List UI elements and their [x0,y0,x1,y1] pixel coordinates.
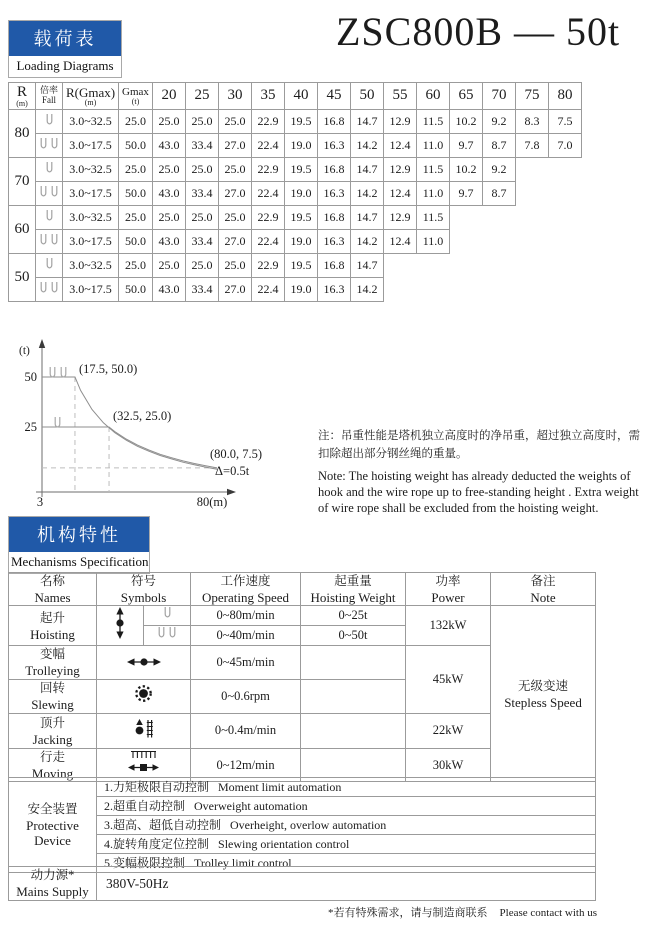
mechanism-name-trolleying: 变幅 Trolleying [9,646,97,679]
load-value: 16.3 [318,134,351,158]
load-value: 43.0 [153,134,186,158]
mechanisms-heading [8,516,150,574]
protective-item: 1.力矩极限自动控制 Moment limit automation [97,778,596,797]
load-value: 25.0 [153,110,186,134]
load-value: 12.4 [384,134,417,158]
gmax-value: 50.0 [119,182,153,206]
empty-cell [516,158,549,182]
load-value: 43.0 [153,230,186,254]
loading-table [8,82,582,302]
protective-item: 5.变幅极限控制 Trolley limit control [97,854,596,873]
page-title: ZSC800B — 50t [336,9,621,54]
single-fall-icon [144,606,191,626]
guide-lines [42,377,217,492]
rgmax-range: 3.0~32.5 [63,206,119,230]
load-value: 22.4 [252,278,285,302]
empty-cell [516,278,549,302]
col-header-radius-20: 20 [153,83,186,110]
load-value: 14.2 [351,278,384,302]
col-header-radius-r [9,83,36,110]
jib-length-70: 70 [9,158,36,206]
loading-table-row [9,134,582,158]
load-value: 14.7 [351,158,384,182]
load-value: 19.5 [285,158,318,182]
y-tick-25: 25 [24,420,37,434]
load-value: 14.7 [351,206,384,230]
loading-table-row [9,206,582,230]
col-header-radius-45: 45 [318,83,351,110]
double-fall-icon [48,366,68,385]
mains-supply-row [9,867,596,901]
load-value: 22.9 [252,254,285,278]
load-value: 25.0 [153,206,186,230]
footer-note [328,904,597,920]
protective-row-4 [9,835,596,854]
mechanism-name-moving: 行走 Moving [9,748,97,781]
loading-diagrams-heading [8,20,122,78]
mechanisms-table [8,572,596,782]
hoisting-weight-double: 0~50t [301,626,406,646]
col-header-gmax [119,83,153,110]
load-value: 25.0 [153,158,186,182]
load-value: 22.4 [252,230,285,254]
mechanisms-heading-en: Mechanisms Specification [11,554,149,569]
load-value: 10.2 [450,158,483,182]
col-header-radius-30: 30 [219,83,252,110]
rgmax-unit: (m) [84,97,97,107]
load-value: 14.7 [351,254,384,278]
fall-label-en: Fall [41,95,56,105]
col-header-note: 备注 Note [491,573,596,606]
rgmax-range: 3.0~17.5 [63,182,119,206]
double-fall-icon [36,182,63,206]
slewing-weight-empty [301,679,406,713]
col-header-weight: 起重量 Hoisting Weight [301,573,406,606]
trolleying-slewing-power: 45kW [406,646,491,713]
load-value: 25.0 [219,254,252,278]
empty-cell [384,278,417,302]
empty-cell [549,158,582,182]
hoisting-speed-double: 0~40m/min [191,626,301,646]
load-value: 19.5 [285,206,318,230]
gmax-value: 50.0 [119,230,153,254]
single-fall-icon [36,158,63,182]
empty-cell [549,254,582,278]
mains-supply-label: 动力源* Mains Supply [9,867,97,901]
load-value: 10.2 [450,110,483,134]
load-value: 25.0 [186,158,219,182]
empty-cell [483,230,516,254]
load-value: 22.9 [252,206,285,230]
load-value: 11.5 [417,110,450,134]
mechanisms-heading-cn: 机构特性 [9,517,149,552]
mains-supply-value: 380V-50Hz [97,867,596,901]
load-value: 8.7 [483,182,516,206]
single-fall-icon [36,110,63,134]
loading-table-header-row [9,83,582,110]
load-value: 19.0 [285,134,318,158]
empty-cell [450,278,483,302]
single-fall-icon [53,416,62,435]
trolleying-speed: 0~45m/min [191,646,301,679]
jacking-power: 22kW [406,713,491,748]
trolleying-weight-empty [301,646,406,679]
col-header-symbols: 符号 Symbols [97,573,191,606]
annotation-delta: Δ=0.5t [215,464,250,478]
load-value: 11.0 [417,134,450,158]
loading-table-row [9,110,582,134]
y-axis-label: (t) [19,345,30,357]
load-value: 25.0 [186,110,219,134]
load-value: 9.7 [450,134,483,158]
slewing-symbol-icon [97,679,191,713]
empty-cell [549,182,582,206]
slewing-speed: 0~0.6rpm [191,679,301,713]
jacking-speed: 0~0.4m/min [191,713,301,748]
load-value: 22.4 [252,182,285,206]
loading-table-row [9,158,582,182]
empty-cell [516,230,549,254]
hoisting-row-single [9,606,596,626]
load-value: 25.0 [219,110,252,134]
r-unit: (m) [16,98,28,108]
col-header-radius-25: 25 [186,83,219,110]
empty-cell [549,206,582,230]
double-fall-icon [144,626,191,646]
jib-length-50: 50 [9,254,36,302]
load-value: 19.0 [285,230,318,254]
load-value: 12.4 [384,230,417,254]
r-label: R [16,83,27,100]
load-value: 27.0 [219,278,252,302]
col-header-power: 功率 Power [406,573,491,606]
rgmax-range: 3.0~32.5 [63,158,119,182]
load-value: 27.0 [219,182,252,206]
gmax-value: 25.0 [119,110,153,134]
jacking-weight-empty [301,713,406,748]
loading-table-row [9,278,582,302]
col-header-rgmax [63,83,119,110]
load-value: 7.0 [549,134,582,158]
load-value: 12.9 [384,206,417,230]
load-value: 12.9 [384,158,417,182]
load-value: 33.4 [186,278,219,302]
single-fall-icon [36,206,63,230]
load-value: 25.0 [186,206,219,230]
col-header-radius-50: 50 [351,83,384,110]
empty-cell [450,230,483,254]
col-header-radius-75: 75 [516,83,549,110]
load-value: 16.3 [318,278,351,302]
col-header-radius-55: 55 [384,83,417,110]
empty-cell [450,206,483,230]
hoisting-power: 132kW [406,606,491,646]
protective-device-label: 安全装置 Protective Device [9,778,97,873]
loading-table-row [9,182,582,206]
load-value: 9.7 [450,182,483,206]
curve-double-fall [42,377,217,469]
hoisting-symbol-icon [97,606,144,646]
load-value: 25.0 [219,158,252,182]
annotation-17-5-50: (17.5, 50.0) [79,362,138,376]
load-value: 16.8 [318,206,351,230]
load-value: 27.0 [219,230,252,254]
loading-heading-cn: 载荷表 [9,21,121,56]
empty-cell [483,206,516,230]
y-tick-50: 50 [24,370,37,384]
empty-cell [516,206,549,230]
jib-length-80: 80 [9,110,36,158]
load-value: 33.4 [186,230,219,254]
load-value: 7.8 [516,134,549,158]
protective-row-3 [9,816,596,835]
col-header-radius-40: 40 [285,83,318,110]
moving-speed: 0~12m/min [191,748,301,781]
load-value: 43.0 [153,278,186,302]
x-tick-80m: 80(m) [196,495,228,509]
load-value: 8.7 [483,134,516,158]
load-value: 27.0 [219,134,252,158]
footer-note-cn: *若有特殊需求，请与制造商联系 [328,907,488,919]
empty-cell [384,254,417,278]
protective-row-2 [9,797,596,816]
load-value: 25.0 [153,254,186,278]
col-header-radius-80: 80 [549,83,582,110]
mechanism-name-slewing: 回转 Slewing [9,679,97,713]
load-value: 8.3 [516,110,549,134]
gmax-unit: (t) [131,96,140,106]
load-value: 12.4 [384,182,417,206]
gmax-value: 25.0 [119,206,153,230]
note-block [318,428,644,516]
mechanism-name-hoisting: 起升 Hoisting [9,606,97,646]
gmax-value: 50.0 [119,278,153,302]
gmax-value: 50.0 [119,134,153,158]
load-value: 16.8 [318,254,351,278]
empty-cell [417,278,450,302]
col-header-radius-35: 35 [252,83,285,110]
load-value: 19.0 [285,182,318,206]
rgmax-range: 3.0~17.5 [63,278,119,302]
rgmax-range: 3.0~17.5 [63,134,119,158]
double-fall-icon [36,134,63,158]
load-value: 16.8 [318,158,351,182]
curve-single-fall [42,427,217,468]
load-value: 22.9 [252,110,285,134]
empty-cell [417,254,450,278]
load-value: 25.0 [219,206,252,230]
col-header-radius-60: 60 [417,83,450,110]
footer-note-en: Please contact with us [499,907,597,919]
jib-length-60: 60 [9,206,36,254]
double-fall-icon [36,230,63,254]
load-value: 16.3 [318,182,351,206]
gmax-value: 25.0 [119,158,153,182]
jacking-symbol-icon [97,713,191,748]
fall-label-cn: 倍率 [39,85,58,96]
hoisting-weight-single: 0~25t [301,606,406,626]
mechanisms-header-row [9,573,596,606]
load-value: 19.5 [285,254,318,278]
trolleying-symbol-icon [97,646,191,679]
col-header-names: 名称 Names [9,573,97,606]
note-en: Note: The hoisting weight has already deducted the weights of hook and the wire rope up to free-standing height . Extra weight of wire rope shall be excluded from the hoisting weight. [318,468,639,515]
load-value: 19.0 [285,278,318,302]
loading-heading-en: Loading Diagrams [16,58,114,73]
loading-table-row [9,254,582,278]
load-value: 19.5 [285,110,318,134]
stepless-speed-note: 无级变速 Stepless Speed [491,606,596,782]
load-value: 14.7 [351,110,384,134]
empty-cell [549,230,582,254]
load-value: 14.2 [351,230,384,254]
load-value: 12.9 [384,110,417,134]
col-header-radius-70: 70 [483,83,516,110]
loading-table-row [9,230,582,254]
col-header-fall [36,83,63,110]
protective-item: 4.旋转角度定位控制 Slewing orientation control [97,835,596,854]
load-value: 9.2 [483,110,516,134]
protective-item: 3.超高、超低自动控制 Overheight, overlow automation [97,816,596,835]
load-value: 22.4 [252,134,285,158]
load-value: 25.0 [186,254,219,278]
load-value: 14.2 [351,182,384,206]
double-fall-icon [36,278,63,302]
note-cn: 注：吊重性能是塔机独立高度时的净吊重，超过独立高度时，需扣除超出部分钢丝绳的重量。 [318,430,640,460]
rgmax-label: R(Gmax) [65,84,116,100]
protective-row-1 [9,778,596,797]
protective-item: 2.超重自动控制 Overweight automation [97,797,596,816]
gmax-value: 25.0 [119,254,153,278]
col-header-speed: 工作速度 Operating Speed [191,573,301,606]
rgmax-range: 3.0~17.5 [63,230,119,254]
load-value: 11.0 [417,230,450,254]
load-value: 33.4 [186,134,219,158]
load-value: 7.5 [549,110,582,134]
load-value: 9.2 [483,158,516,182]
load-value: 11.5 [417,206,450,230]
single-fall-icon [36,254,63,278]
annotation-80-7-5: (80.0, 7.5) [210,447,263,461]
rgmax-range: 3.0~32.5 [63,254,119,278]
load-value: 14.2 [351,134,384,158]
moving-power: 30kW [406,748,491,781]
load-value: 16.3 [318,230,351,254]
x-tick-3: 3 [36,495,44,509]
y-axis-arrow [39,339,45,348]
hoisting-speed-single: 0~80m/min [191,606,301,626]
empty-cell [483,278,516,302]
rgmax-range: 3.0~32.5 [63,110,119,134]
load-value: 43.0 [153,182,186,206]
annotation-32-5-25: (32.5, 25.0) [113,409,172,423]
load-value: 11.5 [417,158,450,182]
empty-cell [483,254,516,278]
empty-cell [450,254,483,278]
load-value: 16.8 [318,110,351,134]
protective-device-table [8,777,596,873]
x-axis-arrow [227,489,236,495]
empty-cell [516,182,549,206]
mechanism-name-jacking: 顶升 Jacking [9,713,97,748]
load-value: 33.4 [186,182,219,206]
empty-cell [549,278,582,302]
gmax-label: Gmax [122,85,149,98]
mains-supply-table [8,866,596,901]
load-value: 11.0 [417,182,450,206]
col-header-radius-65: 65 [450,83,483,110]
load-value: 22.9 [252,158,285,182]
empty-cell [516,254,549,278]
